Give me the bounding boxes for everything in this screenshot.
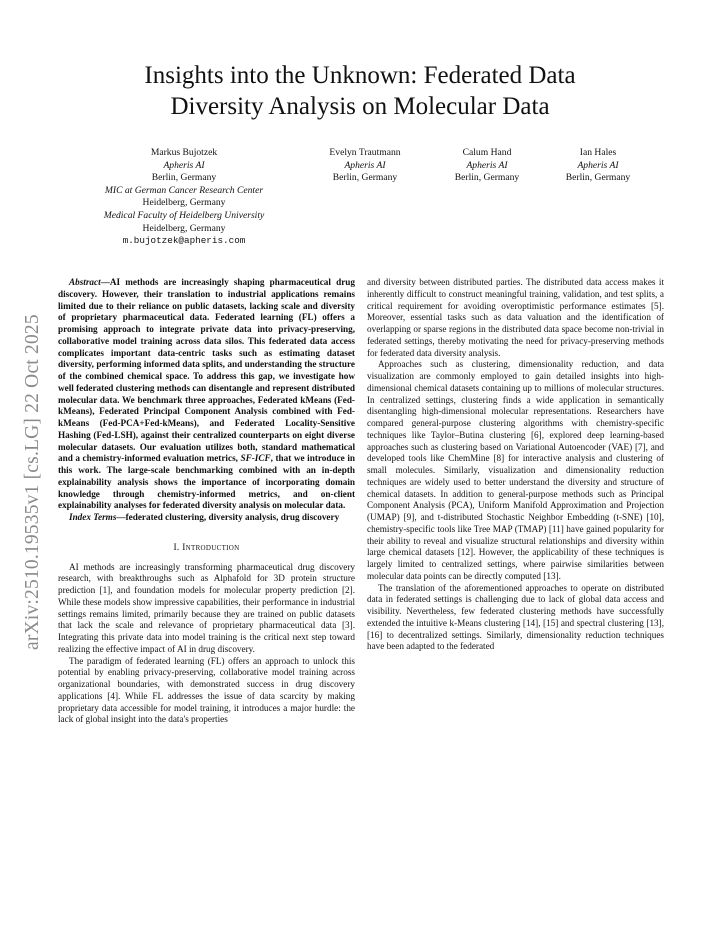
index-terms xyxy=(58,512,355,524)
author-name: Markus Bujotzek xyxy=(150,147,218,158)
paragraph: The translation of the aforementioned approaches to operate on distributed data in federated settings is challenging due to lack of global data access and visibility. Nevertheless, few federated clustering methods have successfully extended the intuitive k-Means clustering [14], [15] and spectral clustering [13], [16] to decentralized settings. Similarly, dimensionality reduction techniques have been adapted to the federated xyxy=(367,582,664,652)
author-location: Heidelberg, Germany xyxy=(142,222,226,234)
author-affiliation: Apheris AI xyxy=(163,159,205,171)
author-block-2 xyxy=(305,147,425,185)
abstract-lead: Abstract xyxy=(69,277,101,287)
index-terms-lead: Index Terms xyxy=(69,512,117,522)
paragraph: Approaches such as clustering, dimensionality reduction, and data visualization are commonly employed to gain detailed insights into high-dimensional chemical datasets containing up to millions of molecular structures. In centralized settings, clustering finds a wide application in semantically disentangling high-dimensional molecular representations. Researchers have compared general-purpose clustering algorithms with chemistry-specific techniques like Taylor–Butina clustering [6], explored deep learning-based approaches such as clustering based on Variational Autoencoder (VAE) [7], and developed tools like ChemMine [8] for interactive analysis and clustering of small molecules. Similarly, visualization and dimensionality reduction techniques are widely used to better understand the diversity and structure of chemical datasets. In addition to general-purpose methods such as Principal Component Analysis (PCA), Uniform Manifold Approximation and Projection (UMAP) [9], and t-distributed Stochastic Neighbor Embedding (t-SNE) [10], chemistry-specific tools like Tree MAP (TMAP) [11] have gained popularity for their ability to reveal and visualize structural relationships and diversity within large chemical datasets [12]. However, the applicability of these techniques is largely limited to centralized settings, where pairwise similarities between molecular data points can be directly computed [13]. xyxy=(367,359,664,581)
author-location: Berlin, Germany xyxy=(565,172,631,184)
paper-title xyxy=(60,60,660,122)
section-heading xyxy=(58,543,355,555)
right-column xyxy=(367,277,664,653)
abstract-metric: SF-ICF xyxy=(240,453,271,464)
author-block-1 xyxy=(79,147,289,248)
author-affiliation: Apheris AI xyxy=(577,159,619,171)
author-location: Berlin, Germany xyxy=(454,172,520,184)
author-name: Calum Hand xyxy=(462,147,512,158)
author-block-3 xyxy=(432,147,542,185)
author-block-4 xyxy=(543,147,653,185)
author-affiliation: Medical Faculty of Heidelberg University xyxy=(103,209,265,221)
arxiv-identifier: arXiv:2510.19535v1 [cs.LG] 22 Oct 2025 xyxy=(22,314,43,650)
author-name: Evelyn Trautmann xyxy=(329,147,401,158)
author-affiliation: Apheris AI xyxy=(344,159,386,171)
abstract-text-2: , that we introduce in this work. The large-scale benchmarking combined with an in-depth explainability analysis shows the importance of incorporating domain knowledge through chemistry-informed metrics, and on-client explainability analyses for federated diversity analysis on molecular data. xyxy=(58,453,355,511)
paragraph: The paradigm of federated learning (FL) offers an approach to unlock this potential by enabling privacy-preserving, collaborative model training across organizational boundaries, with demonstrated success in drug discovery applications [4]. While FL addresses the issue of data scarcity by making proprietary data accessible for model training, it introduces a major hurdle: the lack of global insight into the data's properties xyxy=(58,655,355,725)
title-line-1: Insights into the Unknown: Federated Data xyxy=(144,62,576,89)
author-location: Berlin, Germany xyxy=(332,172,398,184)
abstract xyxy=(58,277,355,512)
title-line-2: Diversity Analysis on Molecular Data xyxy=(170,93,550,120)
section-title: Introduction xyxy=(182,542,240,553)
section-numeral: I. xyxy=(173,542,183,553)
author-location: Berlin, Germany xyxy=(151,172,217,184)
left-column xyxy=(58,277,355,726)
paragraph: AI methods are increasingly transforming pharmaceutical drug discovery research, with breakthroughs such as Alphafold for 3D protein structure prediction [1], and foundation models for molecular property prediction [2]. While these models show impressive capabilities, their performance in industrial settings remains limited, primarily because they are trained on public datasets that lack the scale and relevance of proprietary pharmaceutical data [3]. Integrating this private data into model training is the critical next step toward realizing the effective impact of AI in drug discovery. xyxy=(58,561,355,654)
author-affiliation: Apheris AI xyxy=(466,159,508,171)
index-terms-text: —federated clustering, diversity analysis, drug discovery xyxy=(116,512,340,522)
abstract-text-1: —AI methods are increasingly shaping pharmaceutical drug discovery. However, their translation to industrial applications remains limited due to their reliance on public datasets, lacking scale and diversity of proprietary pharmaceutical data. Federated learning (FL) offers a promising approach to integrate private data into privacy-preserving, collaborative model training across data silos. This federated data access complicates important data-centric tasks such as estimating dataset diversity, performing informed data splits, and understanding the structure of the combined chemical space. To address this gap, we investigate how well federated clustering methods can disentangle and represent distributed molecular data. We benchmark three approaches, Federated kMeans (Fed-kMeans), Federated Principal Component Analysis combined with Fed-kMeans (Fed-PCA+Fed-kMeans), and Federated Locality-Sensitive Hashing (Fed-LSH), against their centralized counterparts on eight diverse molecular datasets. Our evaluation utilizes both, standard mathematical and a chemistry-informed evaluation metrics, xyxy=(58,277,355,464)
author-name: Ian Hales xyxy=(579,147,617,158)
author-affiliation: MIC at German Cancer Research Center xyxy=(104,184,264,196)
author-location: Heidelberg, Germany xyxy=(142,197,226,209)
author-email: m.bujotzek@apheris.com xyxy=(122,235,246,247)
paragraph: and diversity between distributed parties. The distributed data access makes it inherently difficult to construct meaningful training, validation, and test splits, a critical requirement for avoiding overoptimistic performance estimates [5]. Moreover, essential tasks such as data valuation and the identification of overlapping or sparse regions in the distributed data space become non-trivial in federated settings, thereby motivating the need for privacy-preserving methods for federated data diversity analysis. xyxy=(367,277,664,358)
